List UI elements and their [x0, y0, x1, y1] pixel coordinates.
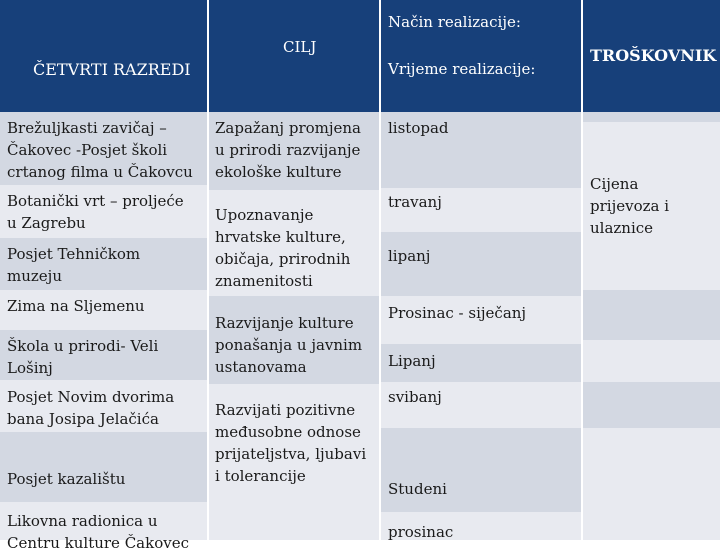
time-value: prosinac — [388, 523, 454, 541]
cost-line: prijevoza i — [590, 197, 670, 215]
cost-cell — [582, 340, 720, 382]
activity-line: bana Josipa Jelačića — [7, 410, 159, 428]
activity-line: Posjet Tehničkom — [7, 245, 141, 263]
activity-line: muzeju — [7, 267, 62, 285]
goal-line: hrvatske kulture, — [215, 228, 346, 246]
goal-line: ponašanja u javnim — [215, 336, 363, 354]
activity-line: crtanog filma u Čakovcu — [7, 163, 193, 181]
goal-line: Upoznavanje — [215, 206, 314, 224]
activity-line: Likovna radionica u — [7, 512, 158, 530]
time-value: listopad — [388, 119, 449, 137]
cost-cell — [582, 428, 720, 540]
column-divider — [581, 0, 583, 540]
activity-line: u Zagrebu — [7, 214, 86, 232]
cost-line: ulaznice — [590, 219, 654, 237]
activity-row — [0, 432, 208, 502]
header-razred: ČETVRTI RAZREDI — [33, 60, 191, 79]
goal-line: običaja, prirodnih — [215, 250, 351, 268]
time-value: Studeni — [388, 480, 447, 498]
activity-line: Botanički vrt – proljeće — [7, 192, 184, 210]
header-troskovnik: TROŠKOVNIK — [590, 46, 717, 65]
time-value: travanj — [388, 193, 442, 211]
cost-cell — [582, 290, 720, 340]
time-value: svibanj — [388, 388, 442, 406]
header-nacin-cell — [380, 0, 582, 112]
goal-line: i tolerancije — [215, 467, 306, 485]
header-troskovnik-cell — [582, 0, 720, 112]
activity-line: Zima na Sljemenu — [7, 297, 145, 315]
goal-line: znamenitosti — [215, 272, 313, 290]
activity-line: Posjet Novim dvorima — [7, 388, 175, 406]
cost-cell — [582, 382, 720, 428]
activity-line: Škola u prirodi- Veli — [7, 337, 159, 355]
goal-line: ekološke kulture — [215, 163, 342, 181]
cost-cell-top — [582, 112, 720, 122]
header-cilj-cell — [208, 0, 380, 112]
goal-line: ustanovama — [215, 358, 307, 376]
header-nacin: Način realizacije: — [388, 13, 521, 31]
activity-line: Čakovec -Posjet školi — [7, 141, 168, 159]
goal-line: Razvijati pozitivne — [215, 401, 356, 419]
activity-line: Posjet kazalištu — [7, 470, 126, 488]
cost-line: Cijena — [590, 175, 639, 193]
header-vrijeme: Vrijeme realizacije: — [388, 60, 536, 78]
column-divider — [207, 0, 209, 540]
activity-line: Centru kulture Čakovec — [7, 534, 189, 552]
activity-line: Brežuljkasti zavičaj – — [7, 119, 167, 137]
goal-line: u prirodi razvijanje — [215, 141, 361, 159]
column-divider — [379, 0, 381, 540]
time-value: lipanj — [388, 247, 431, 265]
time-value: Lipanj — [388, 352, 436, 370]
goal-line: prijateljstva, ljubavi — [215, 445, 367, 463]
goal-line: Zapažanj promjena — [215, 119, 361, 137]
goal-line: Razvijanje kulture — [215, 314, 354, 332]
goal-line: međusobne odnose — [215, 423, 361, 441]
header-razred-cell — [0, 0, 208, 112]
activity-line: Lošinj — [7, 359, 53, 377]
time-value: Prosinac - siječanj — [388, 304, 527, 322]
header-cilj: CILJ — [283, 38, 317, 56]
